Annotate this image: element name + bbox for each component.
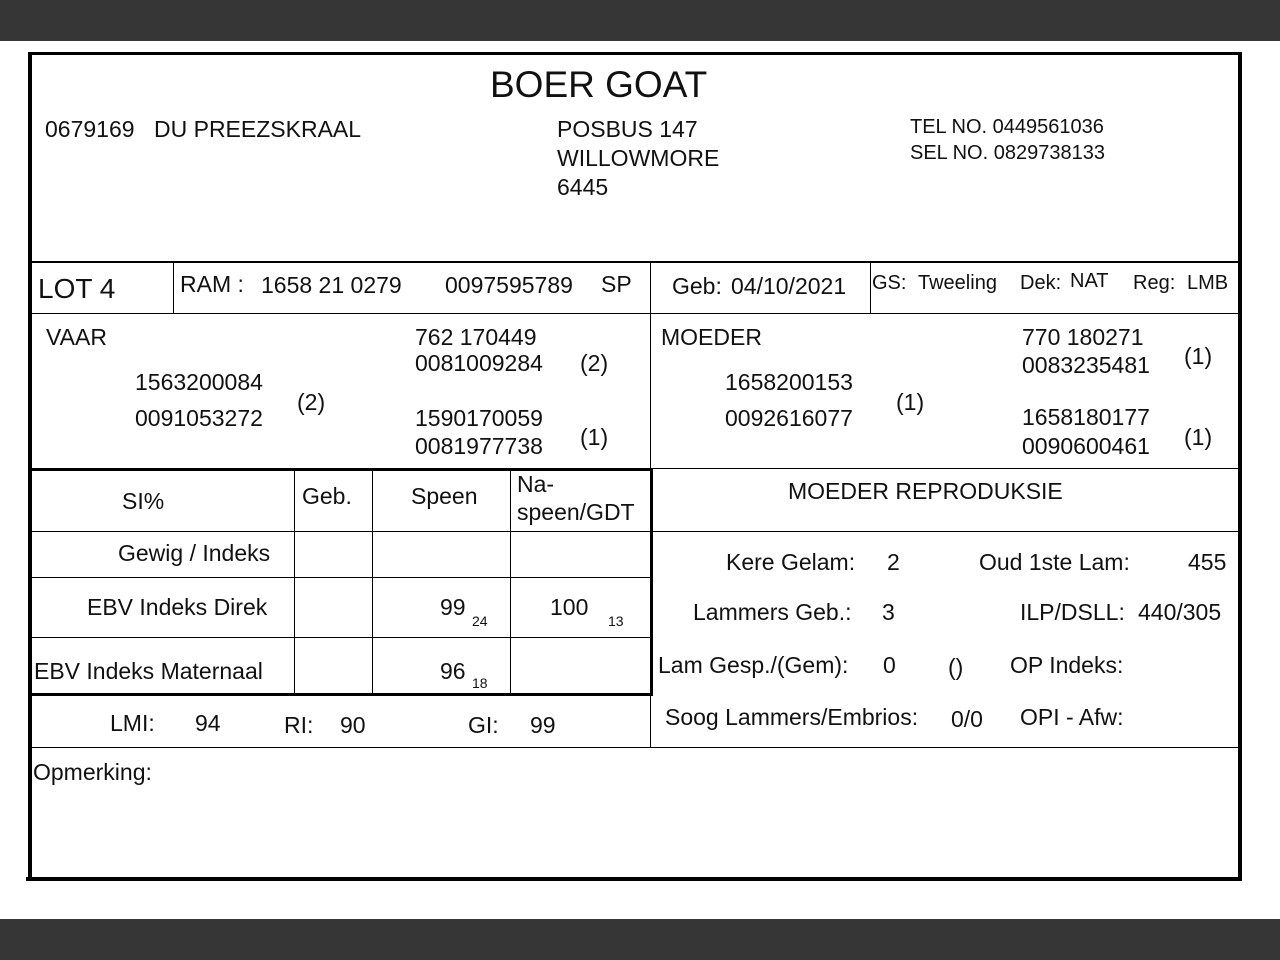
rule (32, 531, 1238, 532)
gs-value: Tweeling (918, 272, 997, 294)
card-border-bottom (26, 877, 1242, 881)
sel-number: SEL NO. 0829738133 (910, 142, 1105, 164)
moeder-dam-count: (1) (896, 389, 925, 415)
rule (294, 470, 295, 694)
vaar-grandsire-reg: 0081009284 (415, 350, 543, 376)
bottom-bar (0, 919, 1280, 960)
oud-1ste-lam-label: Oud 1ste Lam: (979, 549, 1130, 575)
soog-label: Soog Lammers/Embrios: (665, 704, 919, 730)
lam-gem-value: () (948, 654, 964, 680)
oud-1ste-lam-value: 455 (1188, 549, 1227, 575)
address-line-3: 6445 (557, 174, 609, 200)
ram-reg: 0097595789 (445, 272, 573, 298)
gs-label: GS: (872, 272, 907, 294)
dek-value: NAT (1070, 270, 1109, 292)
maternaal-row-label: EBV Indeks Maternaal (34, 658, 263, 684)
address-line-1: POSBUS 147 (557, 116, 698, 142)
dek-label: Dek: (1020, 272, 1062, 294)
geb-date: 04/10/2021 (731, 273, 847, 299)
naspeen-header-2: speen/GDT (517, 499, 635, 525)
gi-label: GI: (468, 712, 499, 738)
maternaal-speen-sub: 18 (472, 675, 488, 691)
tel-number: TEL NO. 0449561036 (910, 116, 1104, 138)
direk-speen-sub: 24 (472, 613, 488, 629)
moeder-dam-reg: 0092616077 (725, 405, 853, 431)
top-bar (0, 0, 1280, 41)
vaar-grandsire-count: (2) (580, 350, 609, 376)
ram-id: 1658 21 0279 (261, 272, 402, 298)
rule (372, 470, 373, 694)
lam-gesp-value: 0 (883, 652, 896, 678)
rule (32, 468, 652, 471)
moeder-grandsire-id: 770 180271 (1022, 324, 1144, 350)
opmerking-label: Opmerking: (33, 759, 152, 785)
card-title: BOER GOAT (490, 64, 708, 105)
direk-naspeen-sub: 13 (608, 613, 624, 629)
rule (32, 313, 1238, 314)
direk-row-label: EBV Indeks Direk (87, 594, 268, 620)
reg-value: LMB (1187, 272, 1229, 294)
vaar-label: VAAR (46, 324, 107, 350)
vaar-granddam-reg: 0081977738 (415, 433, 543, 459)
rule (650, 469, 653, 696)
vaar-granddam-id: 1590170059 (415, 405, 543, 431)
ri-label: RI: (284, 712, 314, 738)
rule (32, 637, 652, 638)
moeder-granddam-id: 1658180177 (1022, 404, 1150, 430)
lammers-geb-value: 3 (882, 599, 895, 625)
owner-name: DU PREEZSKRAAL (154, 116, 362, 142)
owner-code: 0679169 (45, 116, 135, 142)
vaar-sire-id: 1563200084 (135, 369, 263, 395)
moeder-dam-id: 1658200153 (725, 369, 853, 395)
rule (32, 261, 1238, 263)
moeder-grandsire-reg: 0083235481 (1022, 352, 1150, 378)
ilp-dsll-value: 440/305 (1138, 599, 1222, 625)
ilp-dsll-label: ILP/DSLL: (1020, 599, 1125, 625)
naspeen-header-1: Na- (517, 471, 555, 497)
geb-label: Geb: (672, 273, 722, 299)
ri-value: 90 (340, 712, 366, 738)
moeder-grandsire-count: (1) (1184, 343, 1213, 369)
lammers-geb-label: Lammers Geb.: (693, 599, 852, 625)
op-indeks-label: OP Indeks: (1010, 652, 1124, 678)
speen-header: Speen (411, 483, 478, 509)
rule (652, 468, 1238, 469)
lot-label: LOT 4 (38, 273, 116, 304)
moeder-granddam-count: (1) (1184, 424, 1213, 450)
vaar-sire-reg: 0091053272 (135, 405, 263, 431)
reg-label: Reg: (1133, 272, 1176, 294)
gewig-row-label: Gewig / Indeks (118, 540, 271, 566)
ram-label: RAM : (180, 271, 244, 297)
address-line-2: WILLOWMORE (557, 145, 720, 171)
reproduksie-title: MOEDER REPRODUKSIE (788, 478, 1063, 504)
moeder-label: MOEDER (661, 324, 762, 350)
vaar-granddam-count: (1) (580, 424, 609, 450)
vaar-sire-count: (2) (297, 389, 326, 415)
lmi-label: LMI: (110, 710, 155, 736)
rule (510, 470, 511, 694)
maternaal-speen: 96 (440, 658, 466, 684)
direk-speen: 99 (440, 594, 466, 620)
direk-naspeen: 100 (550, 594, 589, 620)
si-header: SI% (122, 488, 165, 514)
kere-gelam-value: 2 (887, 549, 900, 575)
ram-sp: SP (601, 271, 632, 297)
kere-gelam-label: Kere Gelam: (726, 549, 856, 575)
rule (870, 263, 871, 313)
geb-header: Geb. (302, 483, 352, 509)
rule (32, 577, 652, 578)
card-border-right (1238, 52, 1242, 881)
vaar-grandsire-id: 762 170449 (415, 324, 537, 350)
soog-value: 0/0 (951, 706, 983, 732)
rule (32, 747, 1238, 748)
rule (32, 693, 652, 696)
card-border-left (28, 52, 32, 881)
lam-gesp-label: Lam Gesp./(Gem): (658, 652, 849, 678)
opi-afw-label: OPI - Afw: (1020, 704, 1124, 730)
moeder-granddam-reg: 0090600461 (1022, 433, 1150, 459)
rule (173, 263, 174, 313)
gi-value: 99 (530, 712, 556, 738)
lmi-value: 94 (195, 710, 221, 736)
card-border-top (28, 52, 1242, 55)
